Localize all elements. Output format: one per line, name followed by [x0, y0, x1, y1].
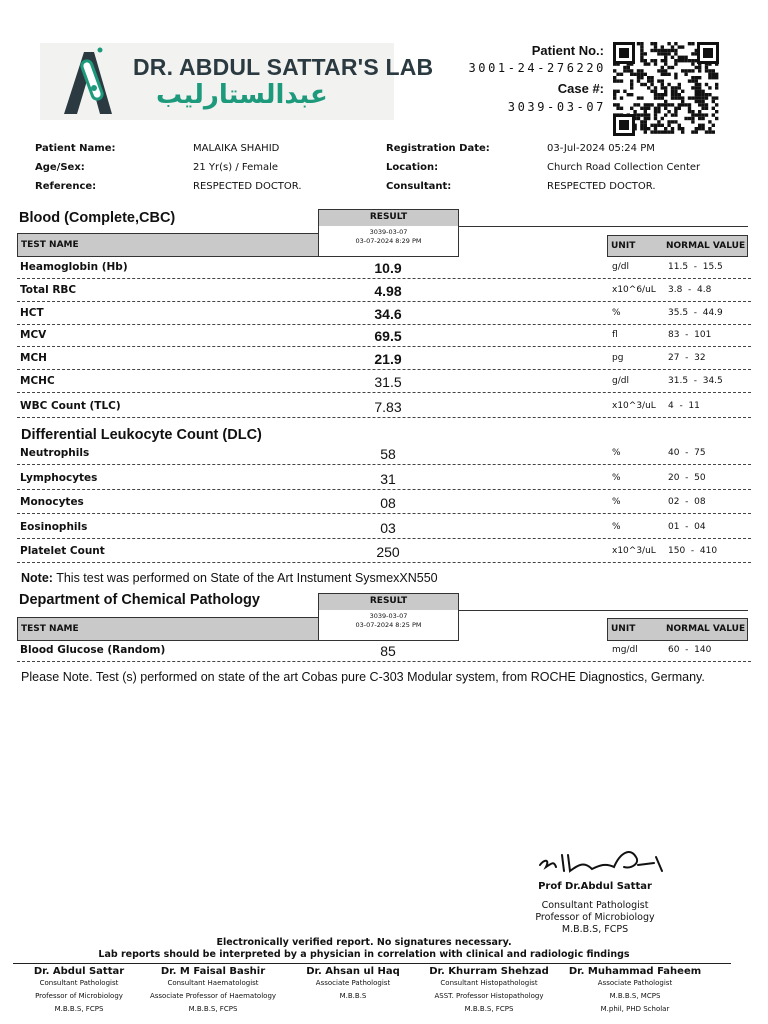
test-result: 08 [380, 495, 396, 511]
test-unit: x10^3/uL [612, 401, 656, 411]
doctor-position: M.B.B.S, MCPS [609, 992, 661, 1000]
doctor-column [4, 966, 154, 1016]
footer-verified-text: Electronically verified report. No signatures necessary. [216, 937, 512, 948]
unit-header: UNIT [611, 241, 636, 251]
test-name: Lymphocytes [20, 472, 98, 484]
footer-disclaimer-text: Lab reports should be interpreted by a physician in correlation with clinical and radiologic findings [98, 949, 630, 960]
qr-code-icon [613, 42, 719, 136]
test-normal-range: 60 - 140 [668, 645, 712, 655]
test-name: HCT [20, 307, 44, 319]
test-unit: % [612, 448, 621, 458]
test-name: MCH [20, 352, 47, 364]
chem-header-rule [459, 610, 748, 611]
test-unit: g/dl [612, 376, 629, 386]
test-result: 03 [380, 520, 396, 536]
doctor-position: M.B.B.S [339, 992, 367, 1000]
row-divider [17, 464, 751, 465]
test-name: Heamoglobin (Hb) [20, 261, 128, 273]
signatory-line1: Consultant Pathologist [541, 900, 649, 911]
doctor-name: Dr. Ahsan ul Haq [306, 966, 400, 977]
row-divider [17, 417, 751, 418]
doctor-title: Associate Pathologist [315, 979, 391, 987]
cbc-unit-normal-header [607, 235, 748, 257]
test-unit: pg [612, 353, 624, 363]
doctor-qualification: M.B.B.S, FCPS [464, 1005, 514, 1013]
normal-value-header: NORMAL VALUE [666, 241, 746, 251]
cbc-header-rule [459, 226, 748, 227]
test-unit: g/dl [612, 262, 629, 272]
doctor-qualification: M.B.B.S, FCPS [188, 1005, 238, 1013]
roche-note: Please Note. Test (s) performed on state of the art Cobas pure C-303 Modular system, from ROCHE Diagnostics, Germany. [21, 670, 705, 684]
chem-case-no: 3039-03-07 [369, 612, 408, 620]
test-normal-range: 02 - 08 [668, 497, 706, 507]
chem-normal-value-header: NORMAL VALUE [666, 624, 746, 634]
test-unit: % [612, 497, 621, 507]
chem-result-date-box [318, 610, 459, 641]
doctor-title: Associate Pathologist [597, 979, 673, 987]
age-sex-label: Age/Sex: [35, 162, 85, 173]
signatory-name: Prof Dr.Abdul Sattar [538, 881, 652, 892]
test-unit: % [612, 473, 621, 483]
doctor-position: Associate Professor of Haematology [149, 992, 277, 1000]
doctor-column [414, 966, 564, 1016]
test-normal-range: 4 - 11 [668, 401, 700, 411]
row-divider [17, 324, 751, 325]
note-text: This test was performed on State of the Art Instument SysmexXN550 [56, 571, 438, 585]
test-unit: % [612, 522, 621, 532]
consultant: RESPECTED DOCTOR. [547, 181, 656, 192]
test-result: 85 [380, 643, 396, 659]
lab-logo-icon [50, 44, 126, 120]
test-name: Platelet Count [20, 545, 105, 557]
consultant-label: Consultant: [386, 181, 452, 192]
footer-rule [13, 963, 731, 964]
cbc-case-no: 3039-03-07 [369, 228, 408, 236]
location: Church Road Collection Center [547, 162, 701, 173]
lab-name-urdu: عبدالستارلیب [156, 80, 328, 110]
age-sex: 21 Yr(s) / Female [193, 162, 279, 173]
test-result: 34.6 [374, 306, 402, 322]
chem-test-name-header: TEST NAME [17, 617, 319, 641]
case-label: Case #: [557, 81, 604, 96]
test-unit: % [612, 308, 621, 318]
test-name: Monocytes [20, 496, 84, 508]
doctor-title: Consultant Pathologist [39, 979, 119, 987]
patient-name: MALAIKA SHAHID [193, 143, 280, 154]
doctor-title: Consultant Histopathologist [440, 979, 538, 987]
test-name: Neutrophils [20, 447, 90, 459]
signatory-line3: M.B.B.S, FCPS [561, 924, 629, 935]
test-normal-range: 40 - 75 [668, 448, 706, 458]
test-name: Total RBC [20, 284, 77, 296]
doctor-qualification: M.B.B.S, FCPS [54, 1005, 104, 1013]
reference: RESPECTED DOCTOR. [193, 181, 302, 192]
test-normal-range: 31.5 - 34.5 [668, 376, 723, 386]
doctor-position: Professor of Microbiology [35, 992, 123, 1000]
registration-label: Registration Date: [386, 143, 490, 154]
test-unit: fl [612, 330, 618, 340]
doctor-column [560, 966, 710, 1016]
test-unit: x10^6/uL [612, 285, 656, 295]
row-divider [17, 538, 751, 539]
test-normal-range: 3.8 - 4.8 [668, 285, 712, 295]
test-name: MCHC [20, 375, 55, 387]
row-divider [17, 392, 751, 393]
test-result: 21.9 [374, 351, 402, 367]
test-unit: mg/dl [612, 645, 638, 655]
row-divider [17, 278, 751, 279]
test-normal-range: 11.5 - 15.5 [668, 262, 723, 272]
cbc-result-header: RESULT [318, 209, 459, 227]
patient-no-value: 3001-24-276220 [468, 61, 606, 75]
lab-name: DR. ABDUL SATTAR'S LAB [133, 54, 434, 80]
chem-unit-header: UNIT [611, 624, 636, 634]
cbc-test-name-header: TEST NAME [17, 233, 319, 257]
doctor-name: Dr. M Faisal Bashir [160, 966, 266, 977]
signatory-line2: Professor of Microbiology [535, 912, 655, 923]
case-value: 3039-03-07 [507, 100, 606, 114]
chem-unit-normal-header [607, 618, 748, 641]
note-label: Note: [21, 571, 53, 585]
test-result: 4.98 [374, 283, 402, 299]
location-label: Location: [386, 162, 439, 173]
test-result: 10.9 [374, 260, 402, 276]
test-name: MCV [20, 329, 47, 341]
cbc-result-date-box [318, 226, 459, 257]
test-result: 69.5 [374, 328, 402, 344]
test-name: Eosinophils [20, 521, 88, 533]
test-unit: x10^3/uL [612, 546, 656, 556]
cbc-datetime: 03-07-2024 8:29 PM [355, 237, 422, 245]
doctor-name: Dr. Khurram Shehzad [429, 966, 549, 977]
test-result: 250 [376, 544, 400, 560]
doctor-name: Dr. Muhammad Faheem [568, 966, 702, 977]
test-name: WBC Count (TLC) [20, 400, 121, 412]
patient-name-label: Patient Name: [35, 143, 116, 154]
test-normal-range: 20 - 50 [668, 473, 706, 483]
chem-result-header: RESULT [318, 593, 459, 611]
test-result: 31.5 [374, 374, 402, 390]
doctor-qualification: M.phil, PHD Scholar [600, 1005, 670, 1013]
row-divider [17, 489, 751, 490]
test-result: 31 [380, 471, 396, 487]
test-result: 7.83 [374, 399, 402, 415]
doctor-position: ASST. Professor Histopathology [434, 992, 544, 1000]
test-normal-range: 01 - 04 [668, 522, 706, 532]
row-divider [17, 661, 751, 662]
test-name: Blood Glucose (Random) [20, 644, 166, 656]
test-normal-range: 150 - 410 [668, 546, 718, 556]
test-result: 58 [380, 446, 396, 462]
row-divider [17, 513, 751, 514]
doctor-column [138, 966, 288, 1016]
test-normal-range: 35.5 - 44.9 [668, 308, 723, 318]
test-normal-range: 83 - 101 [668, 330, 712, 340]
sysmex-note [21, 571, 438, 585]
doctor-title: Consultant Haematologist [167, 979, 259, 987]
dlc-section-title: Differential Leukocyte Count (DLC) [21, 427, 262, 443]
patient-no-label: Patient No.: [531, 43, 604, 58]
row-divider [17, 369, 751, 370]
cbc-section-title: Blood (Complete,CBC) [19, 210, 176, 226]
row-divider [17, 562, 751, 563]
chem-section-title: Department of Chemical Pathology [19, 592, 260, 608]
doctor-column [278, 966, 428, 1003]
chem-datetime: 03-07-2024 8:25 PM [355, 621, 422, 629]
row-divider [17, 301, 751, 302]
signature-icon [528, 843, 678, 879]
doctor-name: Dr. Abdul Sattar [33, 966, 125, 977]
reference-label: Reference: [35, 181, 97, 192]
registration-date: 03-Jul-2024 05:24 PM [547, 143, 655, 154]
row-divider [17, 346, 751, 347]
test-normal-range: 27 - 32 [668, 353, 706, 363]
